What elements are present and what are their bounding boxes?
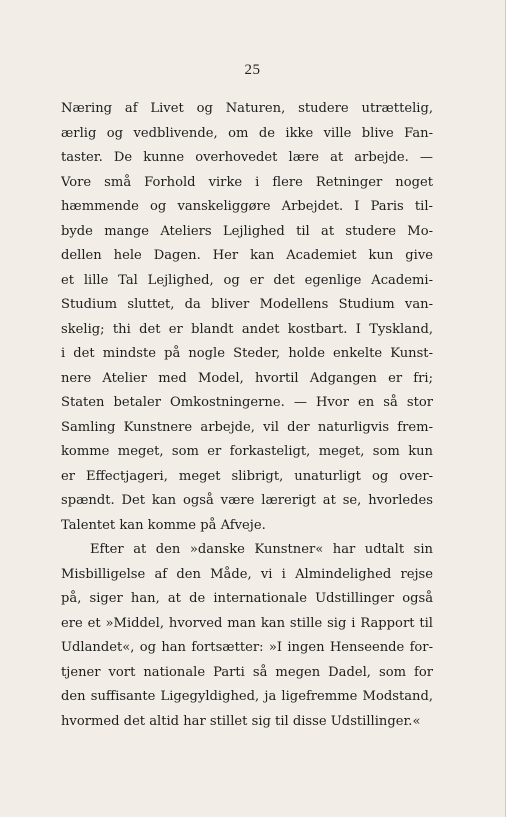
text-line: Misbilligelse af den Måde, vi i Almindelighed rejse (61, 566, 433, 582)
text-line-paragraph-start: Efter at den »danske Kunstner« har udtalt sin (90, 542, 433, 557)
text-line: ærlig og vedblivende, om de ikke ville blive Fan- (61, 125, 433, 141)
text-line: nere Atelier med Model, hvortil Adgangen er fri; (61, 370, 433, 386)
text-line: komme meget, som er forkasteligt, meget, som kun (61, 444, 433, 459)
text-line: Samling Kunstnere arbejde, vil der naturligvis frem- (61, 419, 433, 435)
text-line: et lille Tal Lejlighed, og er det egenlige Academi- (61, 272, 433, 288)
text-line: Næring af Livet og Naturen, studere utrættelig, (61, 101, 433, 116)
text-line: Udlandet«, og han fortsætter: »I ingen Henseende for- (61, 640, 433, 655)
text-line: Vore små Forhold virke i flere Retninger noget (61, 174, 433, 190)
text-line: i det mindste på nogle Steder, holde enkelte Kunst- (61, 346, 433, 361)
text-line: er Effectjageri, meget slibrigt, unaturligt og over- (61, 468, 433, 484)
text-line: hæmmende og vanskeliggøre Arbejdet. I Paris til- (61, 199, 433, 214)
text-line: skelig; thi det er blandt andet kostbart. I Tyskland, (61, 321, 433, 337)
text-line: på, siger han, at de internationale Udstillinger også (61, 591, 433, 606)
text-line: Staten betaler Omkostningerne. — Hvor en så stor (61, 395, 433, 410)
text-line: dellen hele Dagen. Her kan Academiet kun give (61, 248, 433, 263)
text-line-paragraph-end: Talentet kan komme på Afveje. (61, 517, 266, 533)
text-line: spændt. Det kan også være lærerigt at se, hvorledes (61, 493, 433, 508)
text-line: taster. De kunne overhovedet lære at arbejde. — (61, 150, 433, 165)
body-text (61, 97, 433, 734)
text-line: ere et »Middel, hvorved man kan stille sig i Rapport til (61, 615, 433, 631)
text-line-paragraph-end: hvormed det altid har stillet sig til disse Udstillinger.« (61, 713, 421, 729)
text-line: tjener vort nationale Parti så megen Dadel, som for (61, 664, 433, 680)
text-line: den suffisante Ligegyldighed, ja ligefremme Modstand, (61, 689, 433, 704)
text-line: Studium sluttet, da bliver Modellens Studium van- (61, 297, 433, 312)
page-number: 25 (244, 62, 261, 78)
text-line: byde mange Ateliers Lejlighed til at studere Mo- (61, 223, 433, 239)
